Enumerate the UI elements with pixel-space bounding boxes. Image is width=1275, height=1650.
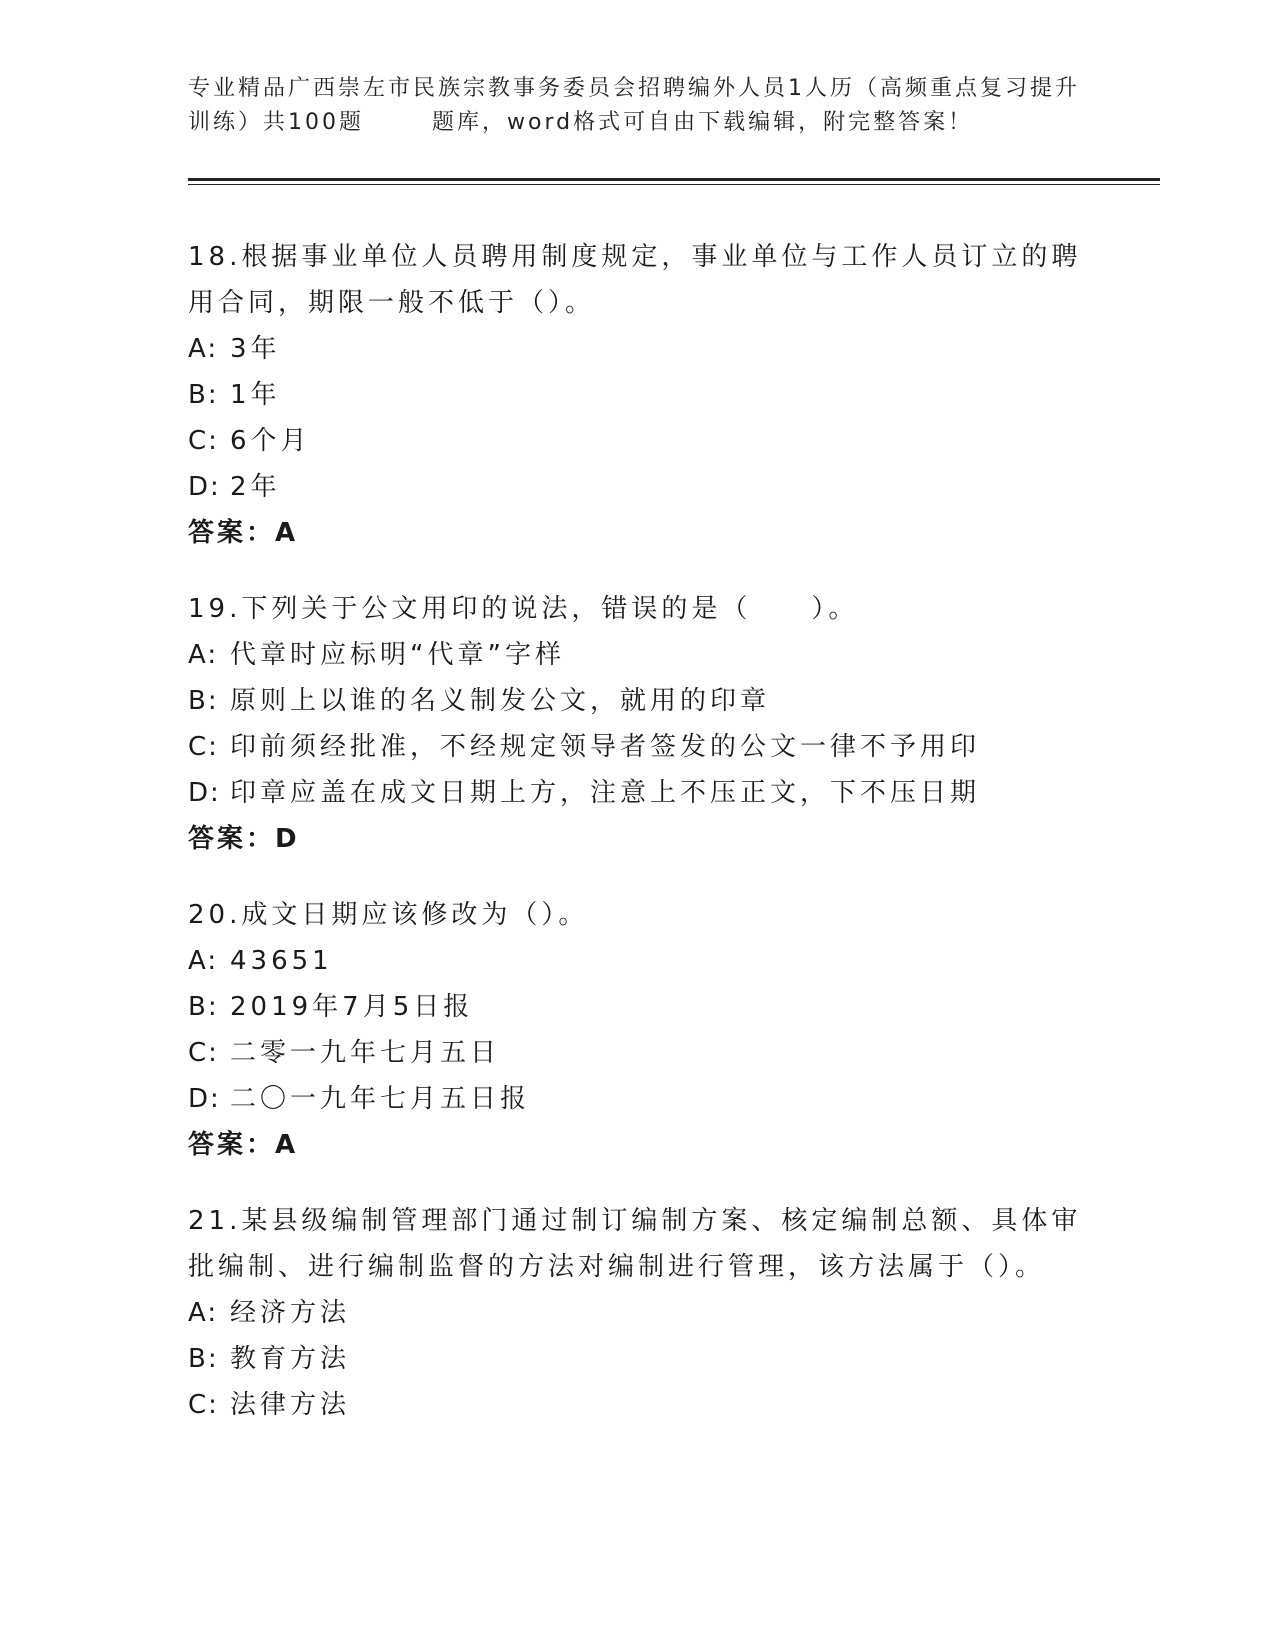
option-d (188, 770, 1108, 816)
answer-label: 答案：A (188, 1130, 299, 1160)
option-a (188, 326, 1108, 372)
header-title-count: 训练）共100题 (188, 110, 364, 135)
option-text: 6个月 (230, 426, 311, 456)
option-text: 2年 (230, 472, 281, 502)
question-stem: 18.根据事业单位人员聘用制度规定，事业单位与工作人员订立的聘用合同，期限一般不低于（）。 (188, 242, 1082, 318)
question-21 (188, 1198, 1108, 1428)
option-text: 代章时应标明“代章”字样 (230, 640, 565, 670)
question-list (188, 234, 1108, 1458)
option-text: 经济方法 (230, 1298, 351, 1328)
option-text: 二零一九年七月五日 (230, 1038, 501, 1068)
question-18 (188, 234, 1108, 556)
option-letter: D: (188, 778, 221, 808)
option-letter: D: (188, 1084, 221, 1114)
option-letter: B: (188, 380, 219, 410)
question-19 (188, 586, 1108, 862)
option-letter: C: (188, 426, 219, 456)
header-divider-thin (188, 184, 1160, 185)
option-text: 2019年7月5日报 (230, 992, 474, 1022)
option-text: 印前须经批准，不经规定领导者签发的公文一律不予用印 (230, 732, 981, 762)
option-letter: B: (188, 1344, 219, 1374)
option-text: 1年 (230, 380, 281, 410)
option-b (188, 372, 1108, 418)
header-title-line-2 (188, 106, 1088, 140)
option-letter: A: (188, 946, 219, 976)
option-letter: B: (188, 992, 219, 1022)
option-letter: D: (188, 472, 221, 502)
option-letter: C: (188, 732, 219, 762)
option-c (188, 418, 1108, 464)
option-letter: C: (188, 1038, 219, 1068)
header-title-line-1: 专业精品广西崇左市民族宗教事务委员会招聘编外人员1人历（高频重点复习提升 (188, 76, 1080, 101)
option-c (188, 1382, 1108, 1428)
option-text: 43651 (230, 946, 333, 976)
option-letter: A: (188, 334, 219, 364)
question-stem: 19.下列关于公文用印的说法，错误的是（ ）。 (188, 594, 859, 624)
header-title-desc: 题库，word格式可自由下载编辑，附完整答案！ (432, 110, 974, 135)
header-divider-thick (188, 178, 1160, 181)
option-text: 3年 (230, 334, 281, 364)
option-text: 原则上以谁的名义制发公文，就用的印章 (230, 686, 771, 716)
option-text: 教育方法 (230, 1344, 351, 1374)
option-a (188, 938, 1108, 984)
option-c (188, 1030, 1108, 1076)
option-letter: C: (188, 1390, 219, 1420)
question-20 (188, 892, 1108, 1168)
option-a (188, 632, 1108, 678)
option-a (188, 1290, 1108, 1336)
answer-label: 答案：A (188, 518, 299, 548)
option-b (188, 984, 1108, 1030)
option-c (188, 724, 1108, 770)
option-letter: A: (188, 640, 219, 670)
answer-label: 答案：D (188, 824, 300, 854)
option-b (188, 1336, 1108, 1382)
option-text: 二〇一九年七月五日报 (230, 1084, 531, 1114)
question-stem: 20.成文日期应该修改为（）。 (188, 900, 589, 930)
option-letter: A: (188, 1298, 219, 1328)
option-text: 印章应盖在成文日期上方，注意上不压正文，下不压日期 (230, 778, 981, 808)
option-text: 法律方法 (230, 1390, 351, 1420)
option-d (188, 464, 1108, 510)
option-letter: B: (188, 686, 219, 716)
option-b (188, 678, 1108, 724)
question-stem: 21.某县级编制管理部门通过制订编制方案、核定编制总额、具体审批编制、进行编制监督的方法对编制进行管理，该方法属于（）。 (188, 1206, 1082, 1282)
option-d (188, 1076, 1108, 1122)
document-header (188, 72, 1088, 140)
